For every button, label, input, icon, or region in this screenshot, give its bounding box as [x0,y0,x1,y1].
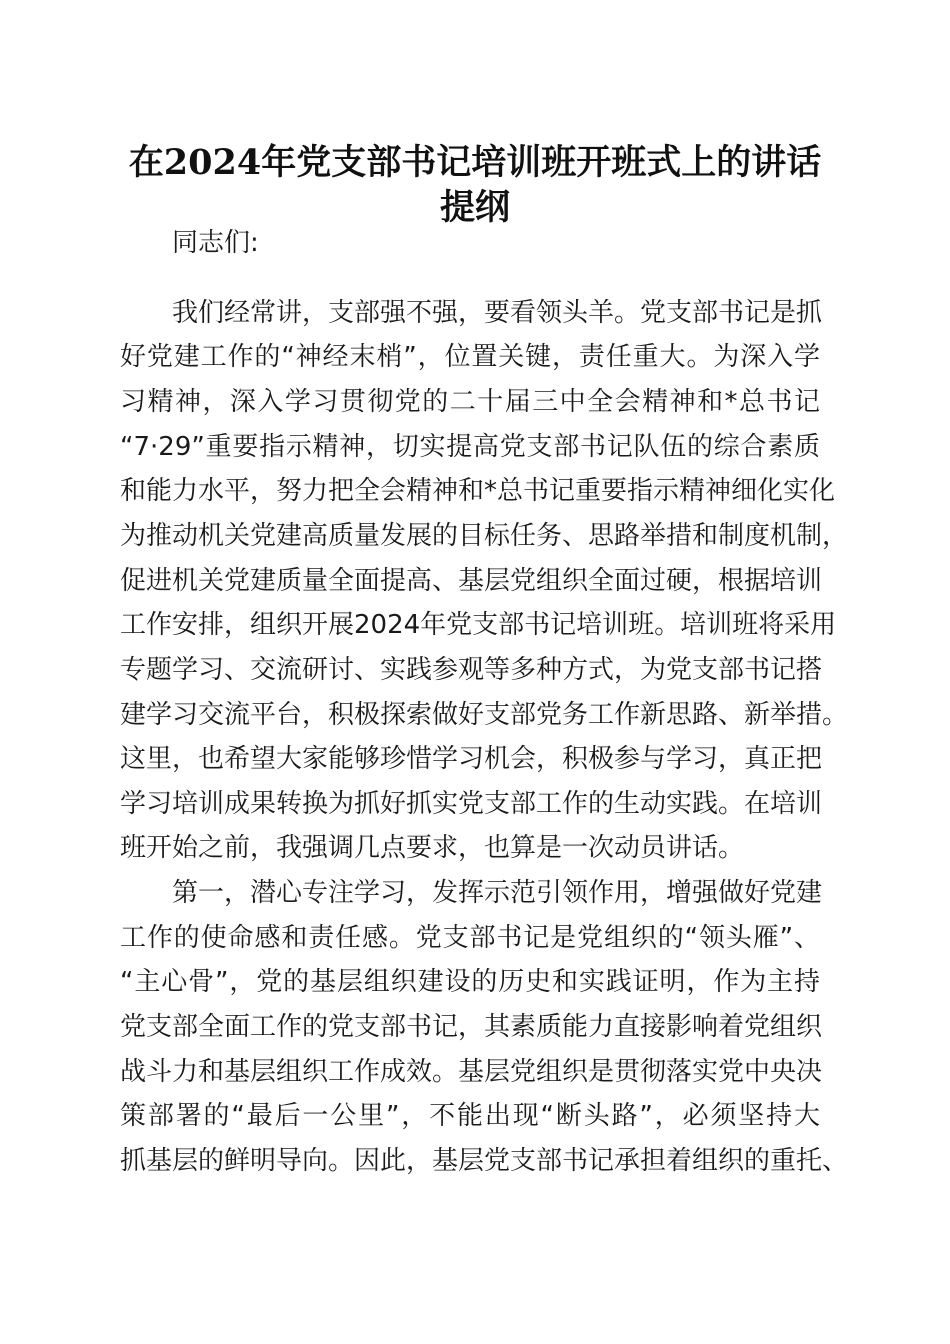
paragraph-1-line: 我们经常讲，支部强不强，要看领头羊。党支部书记是抓 [172,298,823,328]
salutation: 同志们: [172,228,259,258]
document-title-line-1: 在2024年党支部书记培训班开班式上的讲话 [128,142,822,183]
paragraph-2-line: “主心骨”，党的基层组织建设的历史和实践证明，作为主持 [120,967,820,997]
paragraph-1-line: 和能力水平，努力把全会精神和*总书记重要指示精神细化实化 [120,476,836,506]
document-title-line-2: 提纲 [439,187,510,228]
paragraph-2-line: 抓基层的鲜明导向。因此，基层党支部书记承担着组织的重托、 [120,1146,849,1176]
paragraph-1-line: 专题学习、交流研讨、实践参观等多种方式，为党支部书记搭 [120,655,823,685]
paragraph-1-line: 学习培训成果转换为抓好抓实党支部工作的生动实践。在培训 [120,789,823,819]
paragraph-2-line: 第一，潜心专注学习，发挥示范引领作用，增强做好党建 [172,878,823,908]
paragraph-1-line: 好党建工作的“神经末梢”，位置关键，责任重大。为深入学 [120,342,820,372]
paragraph-1-line: “7·29”重要指示精神，切实提高党支部书记队伍的综合素质 [120,432,820,462]
paragraph-2-line: 战斗力和基层组织工作成效。基层党组织是贯彻落实党中央决 [120,1057,823,1087]
paragraph-1-line: 建学习交流平台，积极探索做好支部党务工作新思路、新举措。 [120,700,849,730]
paragraph-1-line: 工作安排，组织开展2024年党支部书记培训班。培训班将采用 [120,610,837,640]
paragraph-1-line: 这里，也希望大家能够珍惜学习机会，积极参与学习，真正把 [120,744,823,774]
paragraph-2-line: 工作的使命感和责任感。党支部书记是党组织的“领头雁”、 [120,923,820,953]
paragraph-2-line: 策部署的“最后一公里”，不能出现“断头路”，必须坚持大 [120,1101,820,1131]
paragraph-1-line: 促进机关党建质量全面提高、基层党组织全面过硬，根据培训 [120,566,823,596]
paragraph-1-line: 习精神，深入学习贯彻党的二十届三中全会精神和*总书记 [120,387,820,417]
paragraph-1-line: 班开始之前，我强调几点要求，也算是一次动员讲话。 [120,833,745,863]
paragraph-1-line: 为推动机关党建高质量发展的目标任务、思路举措和制度机制， [120,521,849,551]
paragraph-2-line: 党支部全面工作的党支部书记，其素质能力直接影响着党组织 [120,1012,823,1042]
